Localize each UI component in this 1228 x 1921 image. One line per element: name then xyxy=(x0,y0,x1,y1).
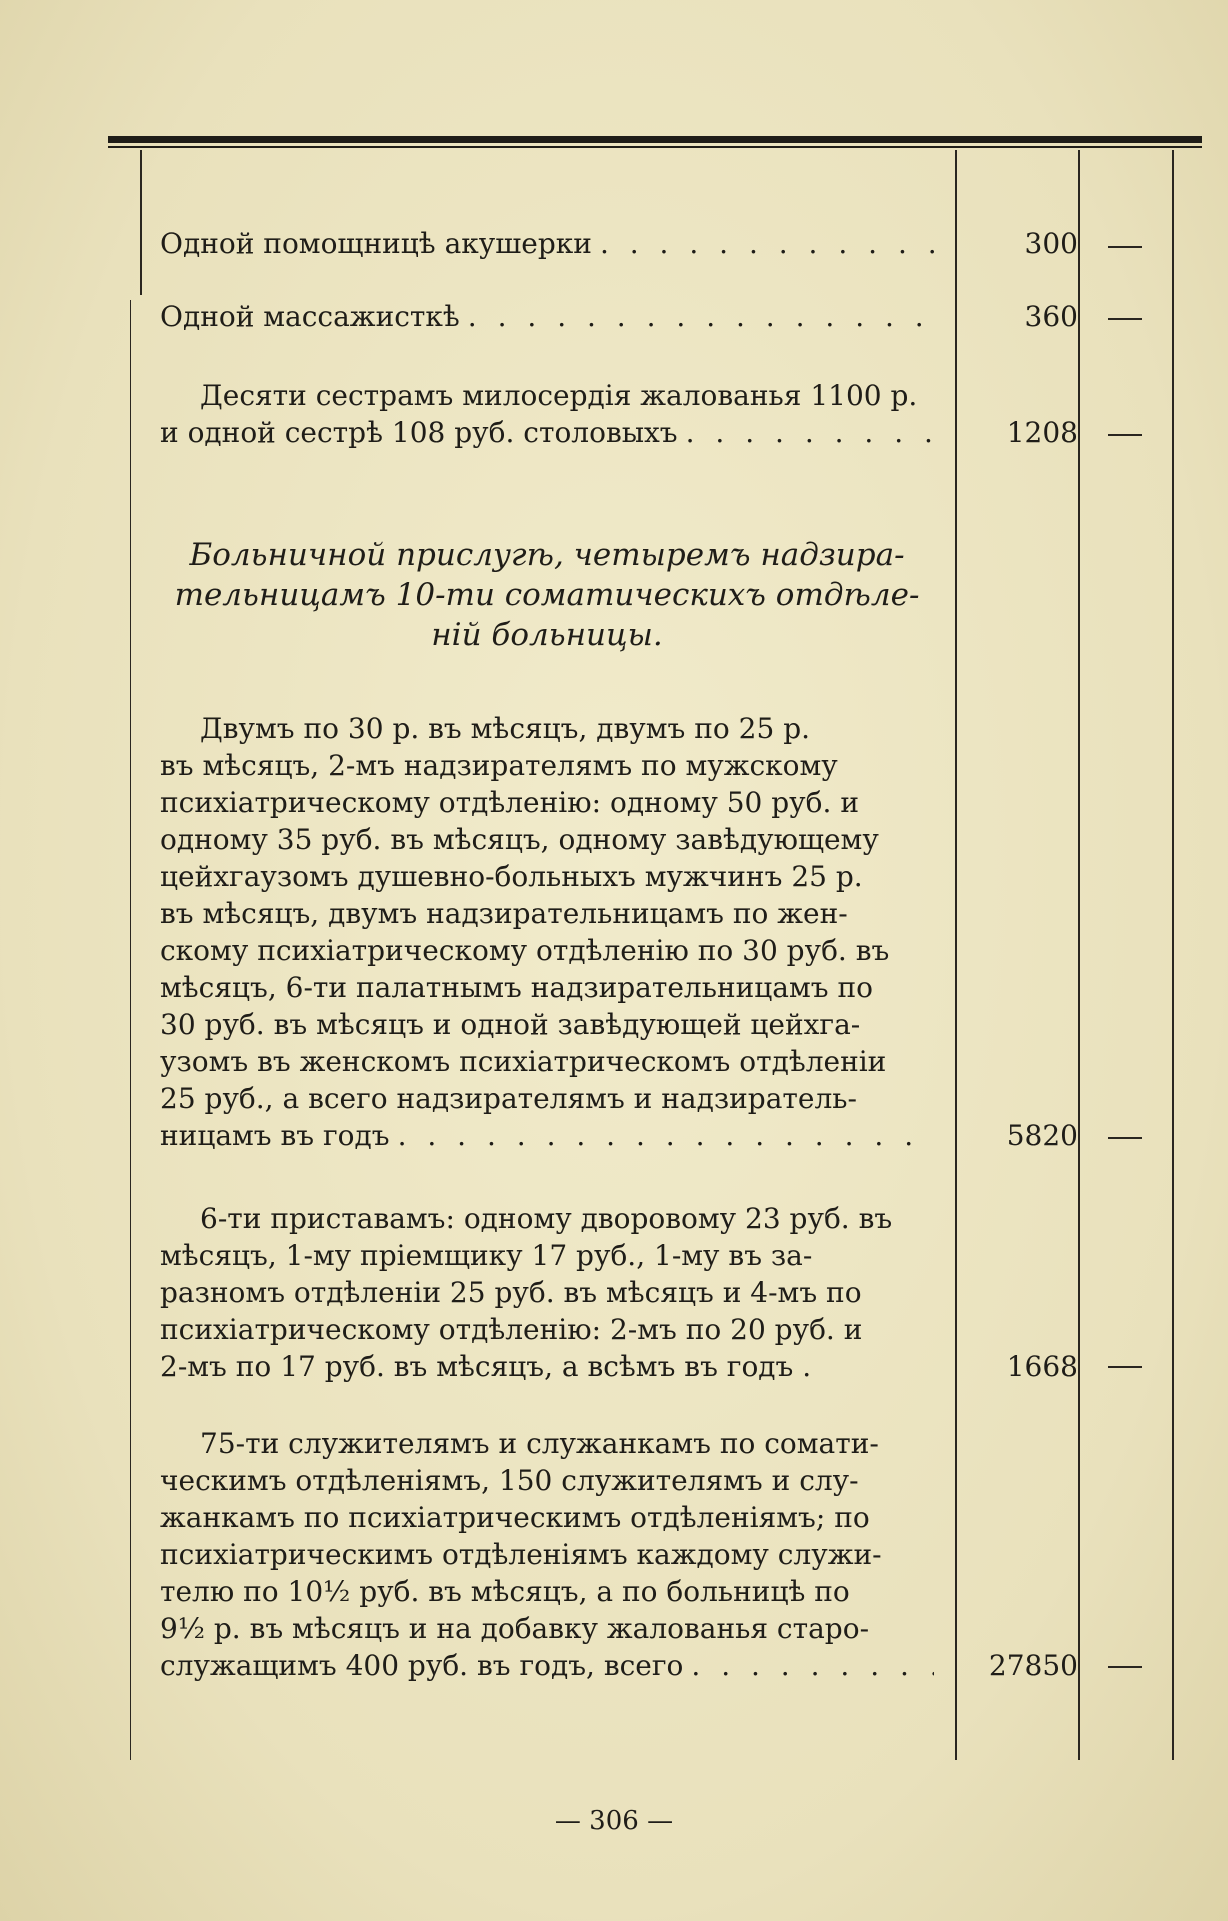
entry-line: ницамъ въ годъ xyxy=(160,1119,390,1152)
kopeck-dash xyxy=(1108,1366,1142,1368)
entry-nurses xyxy=(160,377,934,451)
entry-line: 9½ р. въ мѣсяцъ и на добавку жалованья старо- xyxy=(160,1612,870,1645)
entry-line: скому психіатрическому отдѣленію по 30 руб. въ xyxy=(160,934,890,967)
amount-cell: 1208 xyxy=(1006,416,1078,449)
entry-line: и одной сестрѣ 108 руб. столовыхъ xyxy=(160,416,678,449)
entry-line: въ мѣсяцъ, двумъ надзирательницамъ по жен- xyxy=(160,897,848,930)
entry-line: служащимъ 400 руб. въ годъ, всего xyxy=(160,1649,684,1682)
left-margin-line xyxy=(130,300,131,1760)
entry-line: въ мѣсяцъ, 2-мъ надзирателямъ по мужскому xyxy=(160,749,838,782)
amount-column-left-line xyxy=(955,150,957,1760)
kopeck-dash xyxy=(1108,1137,1142,1139)
section-heading xyxy=(160,535,934,655)
entry-line: психіатрическому отдѣленію: одному 50 руб. и xyxy=(160,786,859,819)
heading-line: тельницамъ 10-ти соматическихъ отдѣле- xyxy=(174,577,920,613)
top-rule xyxy=(108,136,1202,143)
kopeck-dash xyxy=(1108,1666,1142,1668)
entry-line: 6-ти приставамъ: одному дворовому 23 руб. въ xyxy=(200,1202,893,1235)
amount-cell: 27850 xyxy=(988,1649,1078,1682)
leader-dots xyxy=(468,298,934,335)
entry-line: психіатрическимъ отдѣленіямъ каждому служи- xyxy=(160,1538,882,1571)
entry-line: мѣсяцъ, 1-му пріемщику 17 руб., 1-му въ за- xyxy=(160,1239,813,1272)
leader-dots xyxy=(691,1647,934,1684)
kopeck-dash xyxy=(1108,246,1142,248)
entry-midwife-assistant xyxy=(160,225,934,262)
leader-dots xyxy=(686,414,934,451)
kopeck-dash xyxy=(1108,318,1142,320)
entry-line: цейхгаузомъ душевно-больныхъ мужчинъ 25 р. xyxy=(160,860,863,893)
entry-line: 30 руб. въ мѣсяцъ и одной завѣдующей цейхга- xyxy=(160,1008,861,1041)
entry-bailiffs xyxy=(160,1200,934,1385)
leader-dots xyxy=(600,225,934,262)
entry-servants xyxy=(160,1425,934,1684)
entry-line: 2-мъ по 17 руб. въ мѣсяцъ, а всѣмъ въ годъ . xyxy=(160,1350,812,1383)
kopeck-column-right-line xyxy=(1172,150,1174,1760)
entry-text: Одной помощницѣ акушерки xyxy=(160,227,592,260)
top-rule-thin xyxy=(108,146,1202,148)
amount-cell: 5820 xyxy=(1006,1119,1078,1152)
leader-dots xyxy=(398,1117,934,1154)
entry-line: телю по 10½ руб. въ мѣсяцъ, а по больницѣ по xyxy=(160,1575,850,1608)
entry-masseuse xyxy=(160,298,934,335)
kopeck-dash xyxy=(1108,434,1142,436)
entry-line: узомъ въ женскомъ психіатрическомъ отдѣленіи xyxy=(160,1045,887,1078)
amount-cell: 1668 xyxy=(1006,1350,1078,1383)
entry-line: Десяти сестрамъ милосердія жалованья 1100 р. xyxy=(200,379,918,412)
entry-text: Одной массажисткѣ xyxy=(160,300,460,333)
entry-line: мѣсяцъ, 6-ти палатнымъ надзирательницамъ по xyxy=(160,971,874,1004)
entry-line: 75-ти служителямъ и служанкамъ по сомати- xyxy=(200,1427,879,1460)
entry-line: психіатрическому отдѣленію: 2-мъ по 20 руб. и xyxy=(160,1313,863,1346)
entry-line: жанкамъ по психіатрическимъ отдѣленіямъ; по xyxy=(160,1501,870,1534)
left-margin-line xyxy=(140,150,142,295)
heading-line: ній больницы. xyxy=(431,617,663,653)
entry-line: одному 35 руб. въ мѣсяцъ, одному завѣдующему xyxy=(160,823,879,856)
entry-line: 25 руб., а всего надзирателямъ и надзиратель- xyxy=(160,1082,857,1115)
page-number: — 306 — xyxy=(554,1806,674,1836)
entry-supervisors xyxy=(160,710,934,1154)
amount-cell: 300 xyxy=(1024,227,1078,260)
entry-line: ческимъ отдѣленіямъ, 150 служителямъ и слу- xyxy=(160,1464,859,1497)
heading-line: Больничной прислугѣ, четыремъ надзира- xyxy=(189,537,905,573)
amount-cell: 360 xyxy=(1024,300,1078,333)
entry-line: Двумъ по 30 р. въ мѣсяцъ, двумъ по 25 р. xyxy=(200,712,811,745)
entry-line: разномъ отдѣленіи 25 руб. въ мѣсяцъ и 4-мъ по xyxy=(160,1276,862,1309)
amount-column-right-line xyxy=(1078,150,1080,1760)
